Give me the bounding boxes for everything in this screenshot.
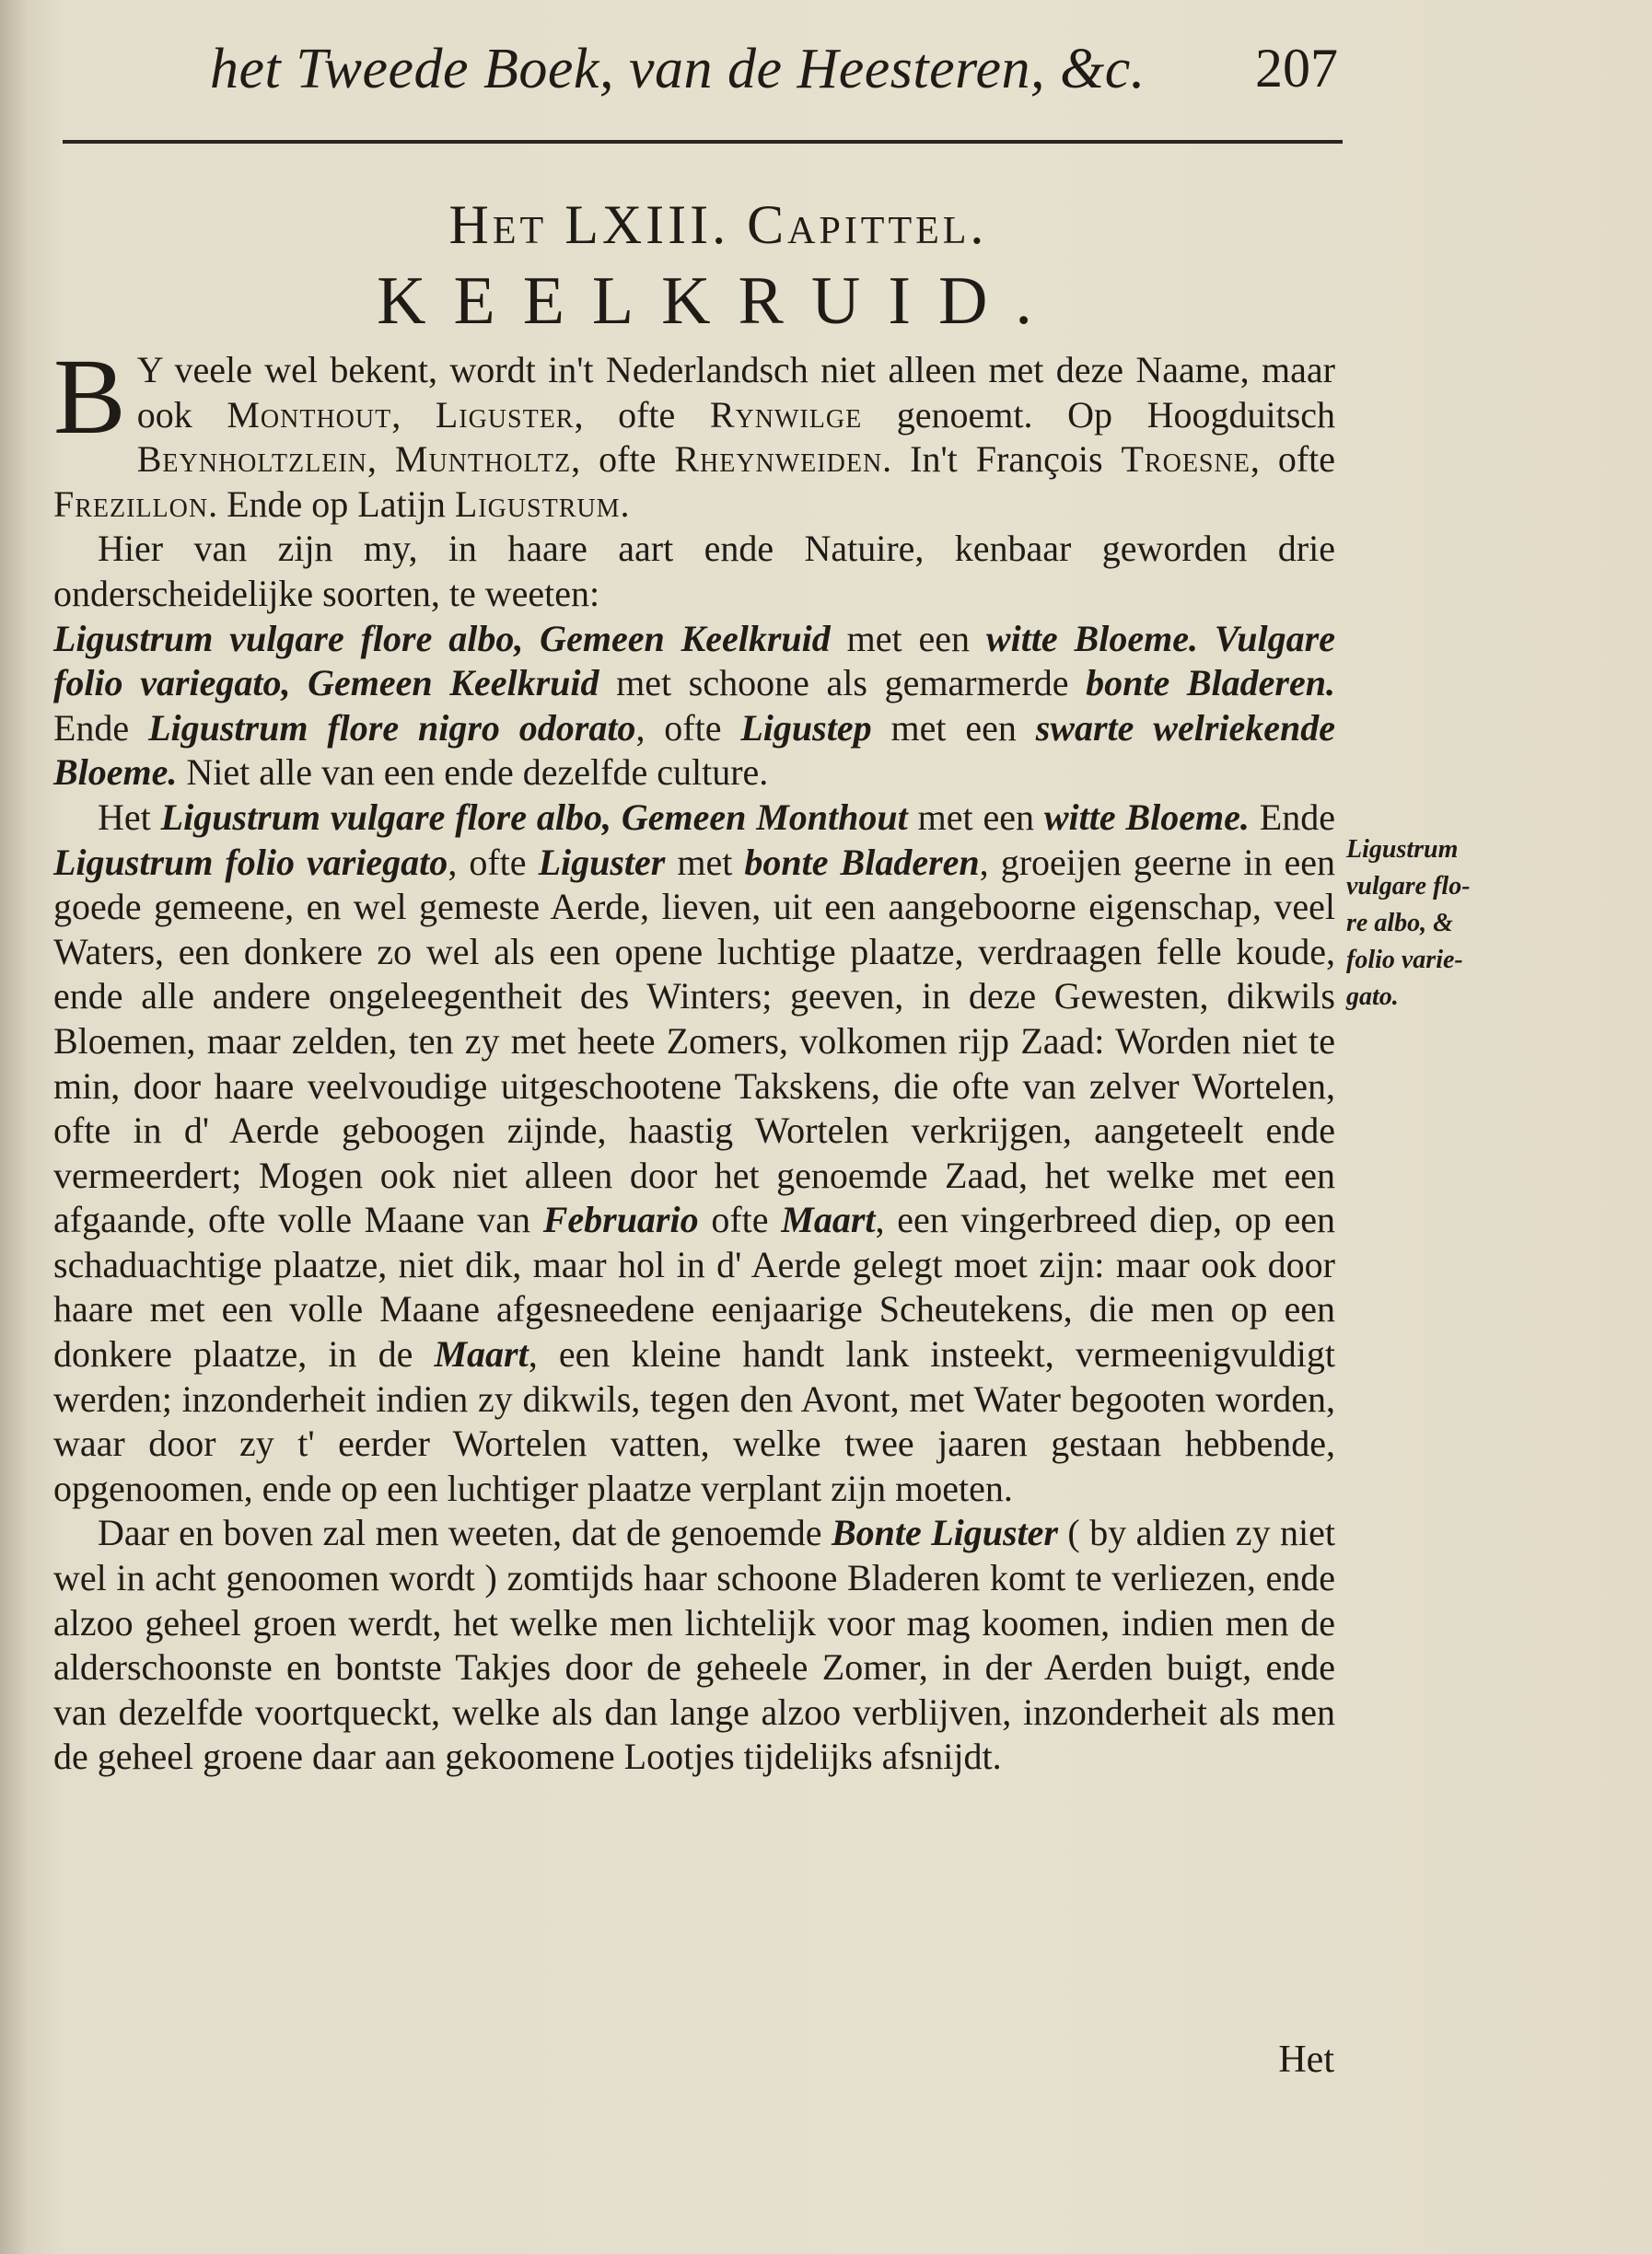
plant-name: Muntholtz (394, 438, 572, 481)
drop-cap: B (53, 336, 126, 457)
text-run: , ofte (1250, 438, 1336, 481)
latin-name: witte Bloeme. (1043, 796, 1250, 838)
catchword: Het (1278, 2039, 1334, 2081)
text-run: Niet alle van een ende dezelfde culture. (177, 751, 769, 794)
running-title: het Tweede Boek, van de Heesteren, &c. (210, 38, 1146, 100)
paragraph-3 (53, 617, 1335, 796)
text-run: genoemt. Op Hoogduitsch (862, 393, 1336, 436)
latin-name: Ligustrum flore nigro odorato (148, 706, 636, 749)
latin-name: Februario (542, 1199, 699, 1241)
latin-name: Maart (434, 1333, 529, 1376)
page-number: 207 (1255, 38, 1338, 99)
text-run: ( by aldien zy niet wel in acht genoomen wordt ) zomtijds haar schoone Bladeren komt te verliezen, ende alzoo geheel groen werdt, het welke men lichtelijk voor mag koomen, indien men de alderschoonste en bontste Takjes door de geheele Zomer, in der Aerden buigt, ende van dezelfde voortqueckt, welke als dan lange alzoo verblijven, inzonderheit als men de geheel groene daar aan gekoomene Lootjes tijdelijks afsnijdt. (53, 1512, 1335, 1778)
paragraph-1 (53, 336, 1336, 527)
text-run: , (366, 438, 395, 481)
text-run: , een vingerbreed diep, op een schaduachtige plaatze, niet dik, maar hol in d' Aerde gelegt moet zijn: maar ook door haare met een volle Maane afgesneedene eenjaarige Scheutekens, die men op een donkere plaatze, in de (53, 1199, 1335, 1376)
paragraph-4 (53, 796, 1335, 1512)
paragraph-5 (53, 1511, 1335, 1780)
header-rule (63, 140, 1343, 144)
plant-name: Liguster (435, 393, 575, 436)
latin-name: bonte Bladeren. (1086, 662, 1335, 704)
latin-name: swarte welriekende Bloeme. (53, 706, 1336, 794)
text-run: , ofte (635, 706, 741, 749)
text-run: ofte (698, 1199, 782, 1241)
plant-name: Troesne (1121, 438, 1251, 481)
text-run: , ofte (571, 438, 675, 481)
text-run: . Ende op Latijn (208, 482, 455, 525)
latin-name: Ligustrum vulgare flore albo, Gemeen Keelkruid (53, 617, 831, 659)
plant-name: Ligustrum (454, 482, 621, 525)
text-run: , een kleine handt lank insteekt, vermeenigvuldigt werden; inzonderheit indien zy dikwils, tegen den Avont, met Water begooten worden, waar door zy t' eerder Wortelen vatten, welke twee jaaren gestaan hebbende, opgenoomen, ende op een luchtiger plaatze verplant zijn moeten. (53, 1333, 1336, 1509)
text-run: Y veele wel bekent, wordt in't Nederlandsch niet alleen met deze Naame, maar ook (136, 349, 1335, 436)
text-run: Ende (1249, 796, 1335, 838)
text-run: , groeijen geerne in een goede gemeene, en wel gemeste Aerde, lieven, uit een aangeboorne eigenschap, veel Waters, een donkere zo wel als een opene luchtige plaatze, verdraagen felle koude, ende alle andere ongeleegentheit des Winters; geeven, in deze Gewesten, dikwils Bloemen, maar zelden, ten zy met heete Zomers, volkomen rijp Zaad: Worden niet te min, door haare veelvoudige uitgeschootene Takskens, die ofte van zelver Wortelen, ofte in d' Aerde geboogen zijnde, haastig Wortelen verkrijgen, aangeteelt ende vermeerdert; Mogen ook niet alleen door het genoemde Zaad, het welke met een afgaande, ofte volle Maane van (53, 841, 1336, 1241)
margin-note-line: Ligustrum (1346, 835, 1459, 864)
latin-name: Ligustrum vulgare flore albo, Gemeen Monthout (160, 796, 908, 838)
text-run: . (620, 482, 630, 525)
latin-name: bonte Bladeren (744, 841, 980, 883)
latin-name: witte Bloeme. Vulgare folio variegato, Gemeen Keelkruid (53, 617, 1335, 704)
page-header (63, 37, 1338, 138)
latin-name: Liguster (538, 841, 666, 883)
paragraph-2 (53, 527, 1335, 616)
text-run: , (391, 393, 436, 436)
text-run: , ofte (448, 841, 539, 883)
plant-name: Monthout (227, 393, 392, 436)
text-run: Ende (53, 706, 149, 749)
main-text (53, 336, 1336, 1780)
text-run: met schoone als gemarmerde (599, 662, 1087, 704)
plant-name: Frezillon (53, 482, 209, 525)
text-run: met een (830, 617, 986, 659)
chapter-title: KEELKRUID. (377, 263, 1060, 339)
margin-note-line: folio varie- (1346, 946, 1463, 974)
latin-name: Maart (781, 1199, 876, 1241)
text-run: . In't François (882, 438, 1122, 481)
text-run: , ofte (574, 393, 710, 436)
margin-note-line: vulgare flo- (1346, 872, 1471, 900)
text-run: Hier van zijn my, in haare aart ende Natuire, kenbaar geworden drie onderscheidelijke soorten, te weeten: (53, 528, 1335, 614)
latin-name: Bonte Liguster (831, 1512, 1058, 1554)
chapter-number: Het LXIII. Capittel. (448, 194, 988, 255)
latin-name: Ligustrum folio variegato (53, 841, 448, 883)
latin-name: Ligustер (740, 706, 872, 749)
margin-note-line: re albo, & (1346, 909, 1453, 937)
text-run: met een (871, 706, 1036, 749)
text-run: met een (907, 796, 1044, 838)
text-run: Het (98, 796, 161, 838)
margin-note-line: gato. (1346, 982, 1399, 1011)
margin-note (1346, 831, 1494, 1016)
text-run: Daar en boven zal men weeten, dat de genoemde (98, 1512, 832, 1554)
text-run: met (665, 841, 745, 883)
plant-name: Rynwilge (709, 393, 863, 436)
plant-name: Rheynweiden (674, 438, 883, 481)
plant-name: Beynholtzlein (136, 438, 367, 481)
